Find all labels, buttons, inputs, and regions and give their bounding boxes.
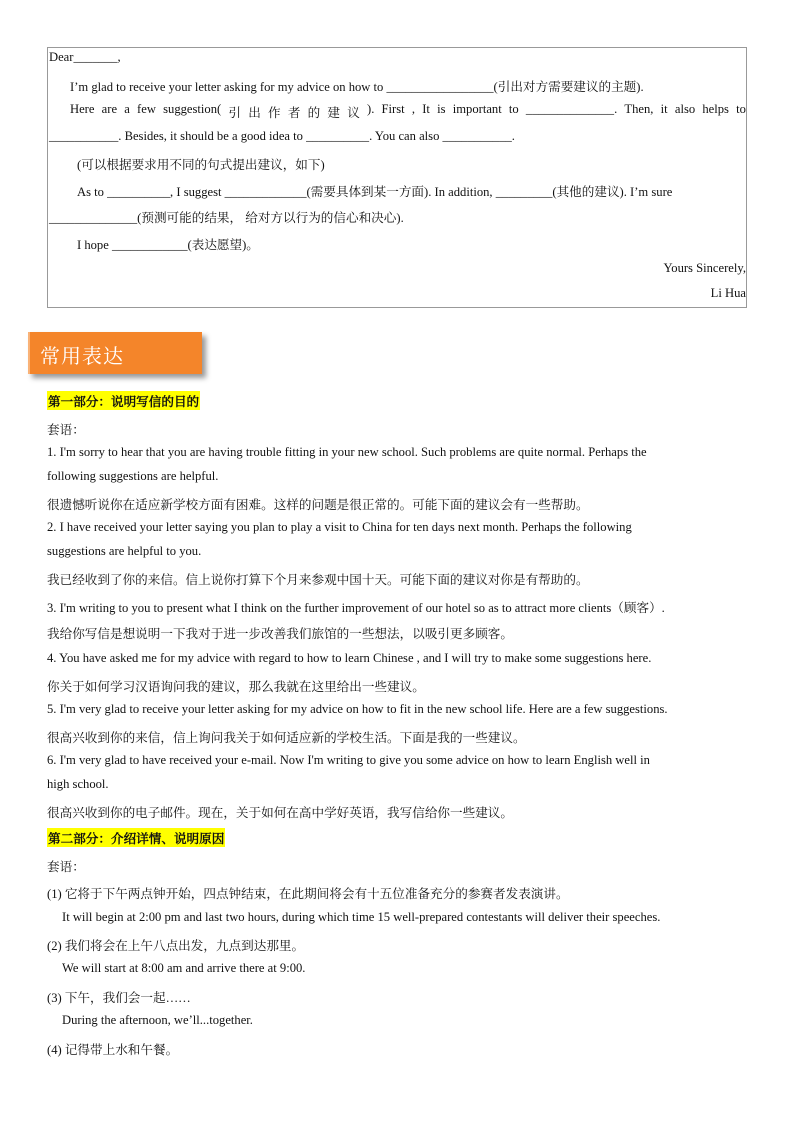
template-line-2-word: First [381,102,405,116]
template-line-2-word: 议 [347,106,360,120]
template-line-7: I hope ____________(表达愿望)。 [77,238,259,252]
part1-item-1-zh: 很遗憾听说你在适应新学校方面有困难。这样的问题是很正常的。可能下面的建议会有一些帮助。 [47,498,589,512]
template-line-2-word: is [437,102,446,116]
part2-item-4-zh: (4) 记得带上水和午餐。 [47,1043,179,1057]
template-line-2-word: to [508,102,519,116]
template-line-1: I’m glad to receive your letter asking for my advice on how to _________________(引出对方需要建议的主题). [70,80,644,94]
part1-item-3-en1: 3. I'm writing to you to present what I think on the further improvement of our hotel so as to attract more clients（顾客）. [47,601,665,615]
template-line-2-word: , [411,102,416,116]
template-line-2-word: helps [702,102,729,116]
part1-item-6-zh: 很高兴收到你的电子邮件。现在，关于如何在高中学好英语，我写信给你一些建议。 [47,806,513,820]
template-line-2-word: It [422,102,430,116]
part1-item-6-en2: high school. [47,777,109,791]
signature: Li Hua [710,286,746,300]
section-banner [28,332,202,374]
part1-label: 套语： [47,423,85,437]
template-line-2-word: Then, [624,102,654,116]
part2-item-2-zh: (2) 我们将会在上午八点出发，九点到达那里。 [47,939,305,953]
template-line-2-word: Here [70,102,95,116]
template-line-2-word: important [452,102,502,116]
template-line-2-word: 者 [287,106,301,120]
part1-item-4-zh: 你关于如何学习汉语询问我的建议，那么我就在这里给出一些建议。 [47,680,425,694]
part1-item-2-zh: 我已经收到了你的来信。信上说你打算下个月来参观中国十天。可能下面的建议对你是有帮助的。 [47,573,589,587]
template-line-2-word: few [137,102,156,116]
part1-item-3-zh: 我给你写信是想说明一下我对于进一步改善我们旅馆的一些想法，以吸引更多顾客。 [47,627,513,641]
template-note: (可以根据要求用不同的句式提出建议，如下) [77,158,325,172]
template-line-2-word: 建 [327,106,340,120]
part2-item-2-en: We will start at 8:00 am and arrive there at 9:00. [62,961,306,975]
template-line-2-word: 出 [248,106,261,120]
part1-item-5-en1: 5. I'm very glad to receive your letter asking for my advice on how to fit in the new school life. Here are a few suggestions. [47,702,668,716]
part2-label: 套语： [47,860,85,874]
template-line-2-word: 的 [307,106,321,120]
part2-item-1-en: It will begin at 2:00 pm and last two hours, during which time 15 well-prepared contestants will deliver their speeches. [62,910,661,924]
part2-item-3-en: During the afternoon, we’ll...together. [62,1013,253,1027]
part1-item-6-en1: 6. I'm very glad to have received your e-mail. Now I'm writing to give you some advice on how to learn English well in [47,753,650,767]
template-line-2-word: also [674,102,696,116]
part1-item-1-en1: 1. I'm sorry to hear that you are having trouble fitting in your new school. Such problems are quite normal. Perhaps the [47,445,647,459]
closing: Yours Sincerely, [663,261,746,275]
part2-heading: 第二部分：介绍详情、说明原因 [47,828,225,847]
template-line-3: ___________. Besides, it should be a good idea to __________. You can also ___________. [49,129,515,143]
template-line-2-word: 作 [268,106,281,120]
part1-heading: 第一部分：说明写信的目的 [47,391,200,410]
template-line-2-word: are [101,102,118,116]
part1-item-1-en2: following suggestions are helpful. [47,469,219,483]
template-line-2-word: ______________. [525,102,618,116]
template-line-2-word: 引 [228,106,242,120]
template-line-2-word: suggestion( [163,102,222,116]
salutation: Dear_______, [49,50,121,64]
template-line-2-word: it [660,102,668,116]
part1-item-2-en2: suggestions are helpful to you. [47,544,202,558]
section-banner-title: 常用表达 [40,344,124,368]
template-line-2-word: to [736,102,746,116]
part2-item-1-zh: (1) 它将于下午两点钟开始，四点钟结束，在此期间将会有十五位准备充分的参赛者发表演讲。 [47,887,569,901]
template-line-2-word: ). [367,102,375,116]
template-line-6: ______________(预测可能的结果， 给对方以行为的信心和决心). [49,211,404,225]
part1-item-5-zh: 很高兴收到你的来信，信上询问我关于如何适应新的学校生活。下面是我的一些建议。 [47,731,526,745]
part1-item-4-en1: 4. You have asked me for my advice with regard to how to learn Chinese , and I will try to make some suggestions here. [47,651,652,665]
part1-item-2-en1: 2. I have received your letter saying you plan to play a visit to China for ten days next month. Perhaps the following [47,520,632,534]
letter-template-box [47,47,747,308]
part2-item-3-zh: (3) 下午，我们会一起…… [47,991,191,1005]
template-line-5: As to __________, I suggest _____________(需要具体到某一方面). In addition, _________(其他的建议). I’m sure [77,185,673,199]
template-line-2-word: a [124,102,130,116]
template-line-2 [70,102,746,121]
